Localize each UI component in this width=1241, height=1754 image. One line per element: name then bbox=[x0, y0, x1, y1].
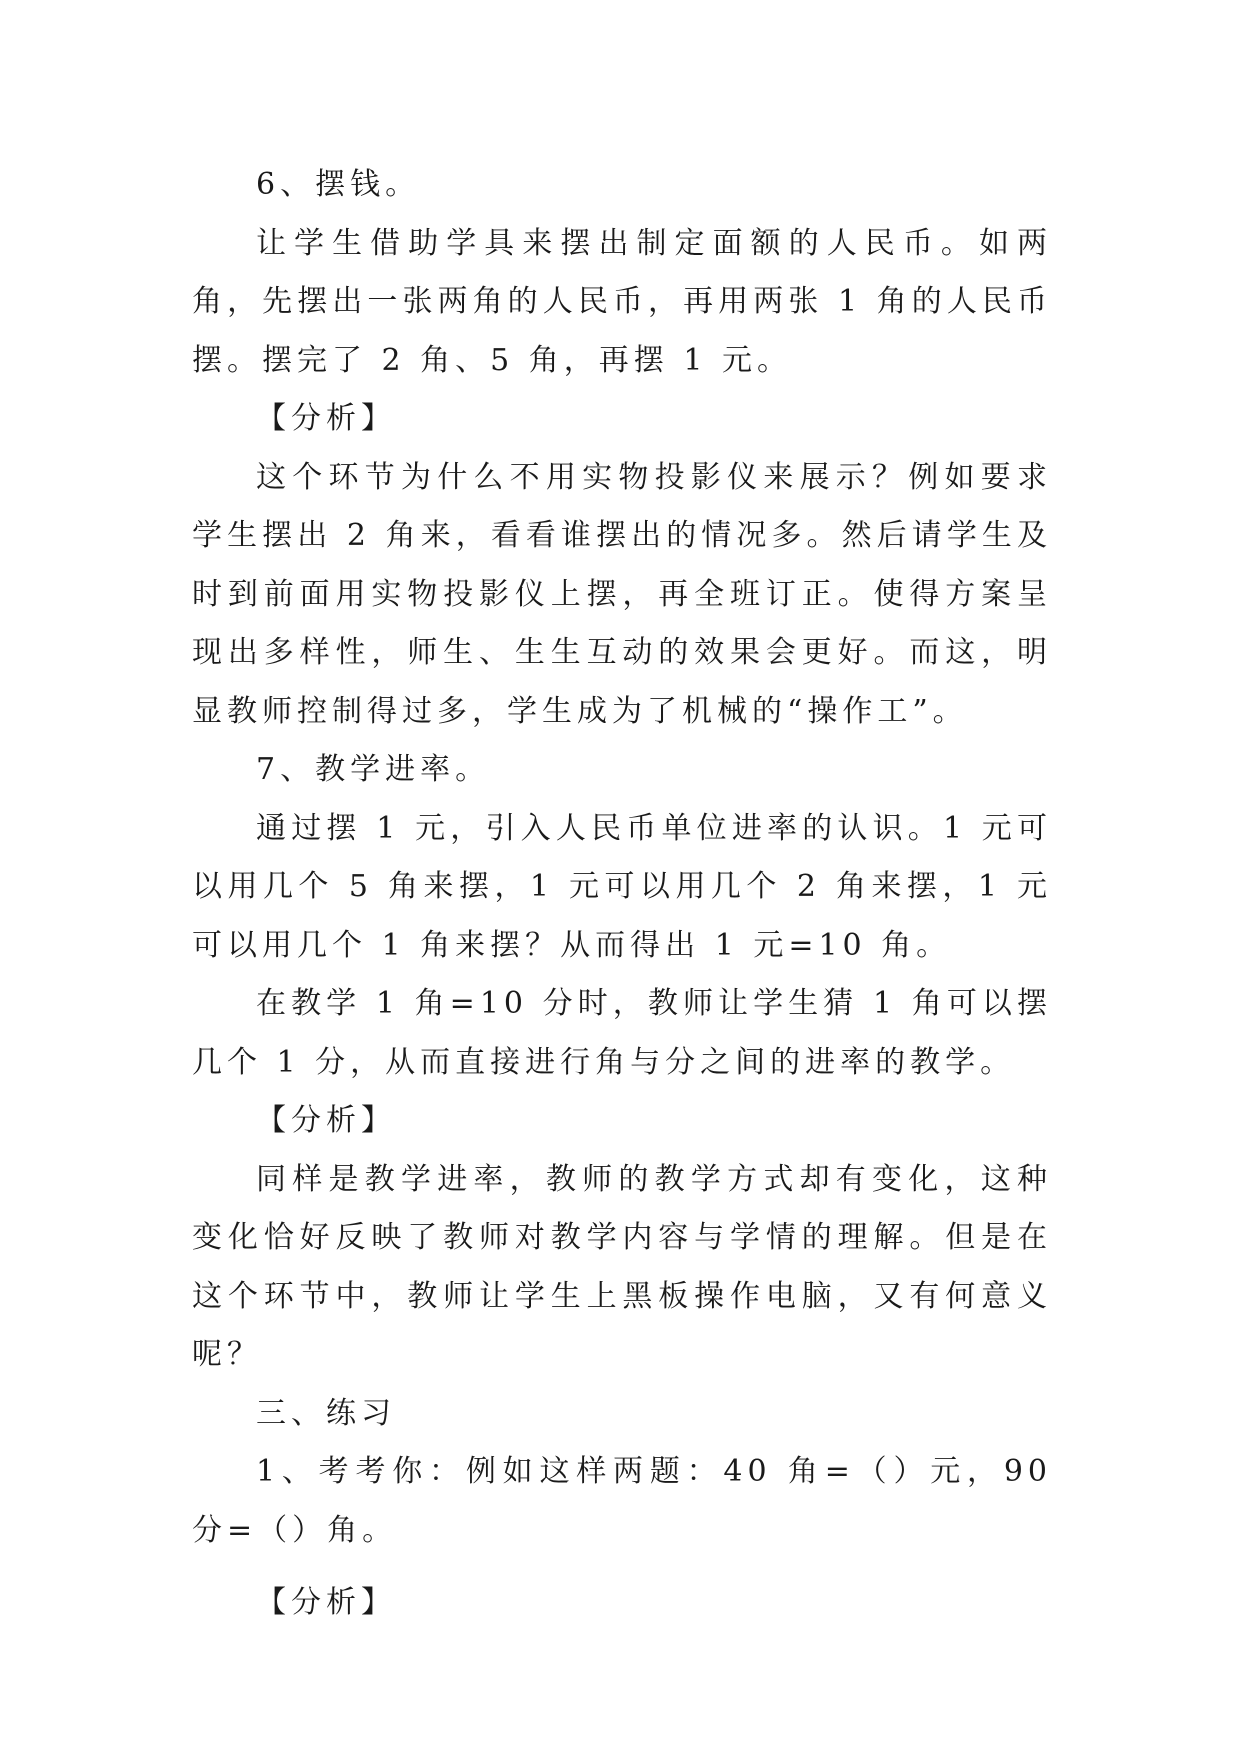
heading-arranging-money: 6、摆钱。 bbox=[256, 167, 421, 202]
paragraph-analysis-projector: 这个环节为什么不用实物投影仪来展示？例如要求学生摆出 2 角来，看看谁摆出的情况多。然后请学生及时到前面用实物投影仪上摆，再全班订正。使得方案呈现出多样性，师生、生生互动的效果会更好。而这，明显教师控制得过多，学生成为了机械的“操作工”。 bbox=[192, 459, 1052, 729]
heading-practice: 三、练习 bbox=[256, 1395, 396, 1431]
paragraph-quiz: 1、考考你：例如这样两题：40 角=（）元，90 分=（）角。 bbox=[192, 1454, 1052, 1548]
analysis-label: 【分析】 bbox=[256, 401, 396, 436]
analysis-label: 【分析】 bbox=[256, 1585, 396, 1620]
heading-teaching-rate: 7、教学进率。 bbox=[256, 752, 491, 787]
paragraph-rate-jiao: 在教学 1 角=10 分时，教师让学生猜 1 角可以摆几个 1 分，从而直接进行角与分之间的进率的教学。 bbox=[192, 986, 1052, 1080]
paragraph-analysis-rate: 同样是教学进率，教师的教学方式却有变化，这种变化恰好反映了教师对教学内容与学情的理解。但是在这个环节中，教师让学生上黑板操作电脑，又有何意义呢？ bbox=[192, 1161, 1052, 1372]
analysis-label: 【分析】 bbox=[256, 1103, 396, 1138]
paragraph-rate-yuan: 通过摆 1 元，引入人民币单位进率的认识。1 元可以用几个 5 角来摆，1 元可以用几个 2 角来摆，1 元可以用几个 1 角来摆？从而得出 1 元=10 角。 bbox=[192, 810, 1052, 963]
document-body bbox=[192, 156, 1052, 1633]
paragraph-arranging-description: 让学生借助学具来摆出制定面额的人民币。如两角，先摆出一张两角的人民币，再用两张 1 角的人民币摆。摆完了 2 角、5 角，再摆 1 元。 bbox=[192, 225, 1052, 378]
